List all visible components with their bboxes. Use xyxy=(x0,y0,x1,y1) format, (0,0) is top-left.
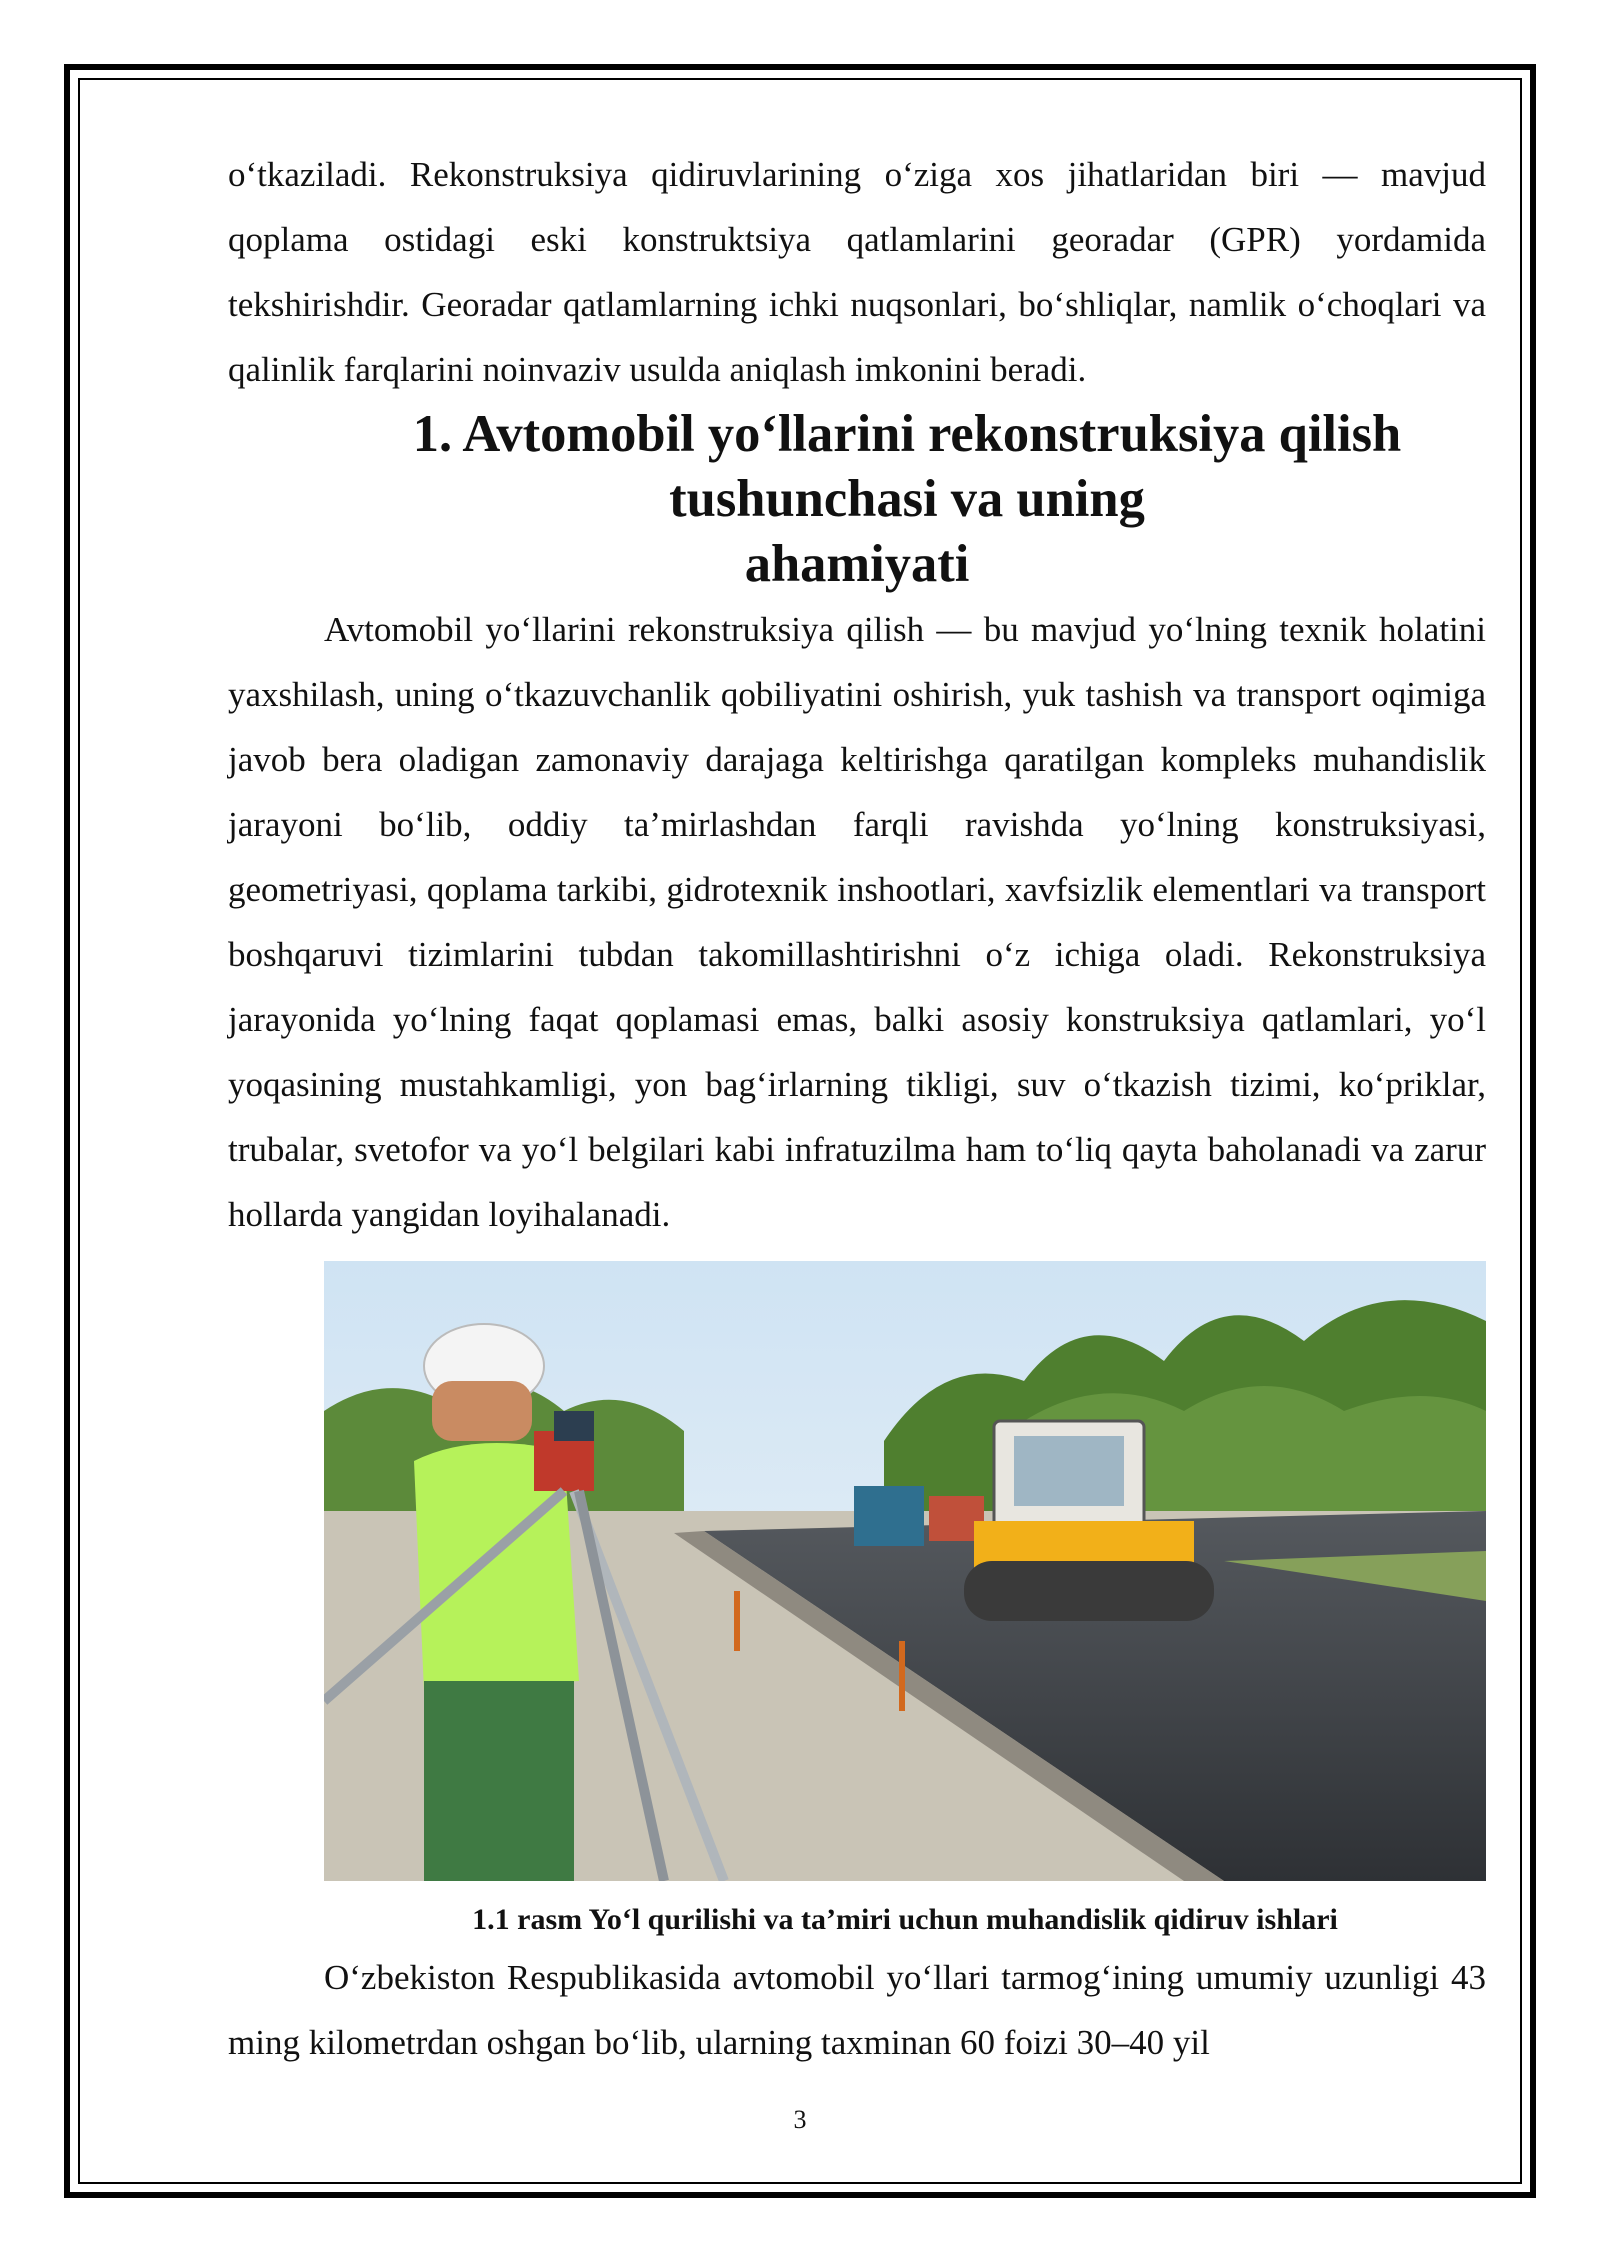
page-number: 3 xyxy=(793,2105,807,2134)
section-heading-line1: 1. Avtomobil yo‘llarini rekonstruksiya qilish tushunchasi va uning xyxy=(412,405,1402,528)
figure-caption: 1.1 rasm Yo‘l qurilishi va ta’miri uchun muhandislik qidiruv ishlari xyxy=(472,1903,1338,1936)
intro-paragraph: o‘tkaziladi. Rekonstruksiya qidiruvlarining o‘ziga xos jihatlaridan biri — mavjud qoplama ostidagi eski konstruktsiya qatlamlarini georadar (GPR) yordamida tekshirishdir. Georadar qatlamlarning ichki nuqsonlari, bo‘shliqlar, namlik o‘choqlari va qalinlik farqlarini noinvaziv usulda aniqlash imkonini beradi. xyxy=(228,155,1486,389)
page-content xyxy=(228,142,1486,2075)
figure-road-survey-photo xyxy=(324,1261,1486,1881)
road-survey-illustration xyxy=(324,1261,1486,1881)
section-heading-line2: ahamiyati xyxy=(744,535,970,593)
closing-paragraph: O‘zbekiston Respublikasida avtomobil yo‘llari tarmog‘ining umumiy uzunligi 43 ming kilometrdan oshgan bo‘lib, ularning taxminan 60 foizi 30–40 yil xyxy=(228,1958,1486,2062)
section-heading xyxy=(228,402,1486,597)
body-paragraph: Avtomobil yo‘llarini rekonstruksiya qilish — bu mavjud yo‘lning texnik holatini yaxshilash, uning o‘tkazuvchanlik qobiliyatini oshirish, yuk tashish va transport oqimiga javob bera oladigan zamonaviy darajaga keltirishga qaratilgan kompleks muhandislik jarayoni bo‘lib, oddiy ta’mirlashdan farqli ravishda yo‘lning konstruksiyasi, geometriyasi, qoplama tarkibi, gidrotexnik inshootlari, xavfsizlik elementlari va transport boshqaruvi tizimlarini tubdan takomillashtirishni o‘z ichiga oladi. Rekonstruksiya jarayonida yo‘lning faqat qoplamasi emas, balki asosiy konstruksiya qatlamlari, yo‘l yoqasining mustahkamligi, yon bag‘irlarning tikligi, suv o‘tkazish tizimi, ko‘priklar, trubalar, svetofor va yo‘l belgilari kabi infratuzilma ham to‘liq qayta baholanadi va zarur hollarda yangidan loyihalanadi. xyxy=(228,610,1486,1234)
